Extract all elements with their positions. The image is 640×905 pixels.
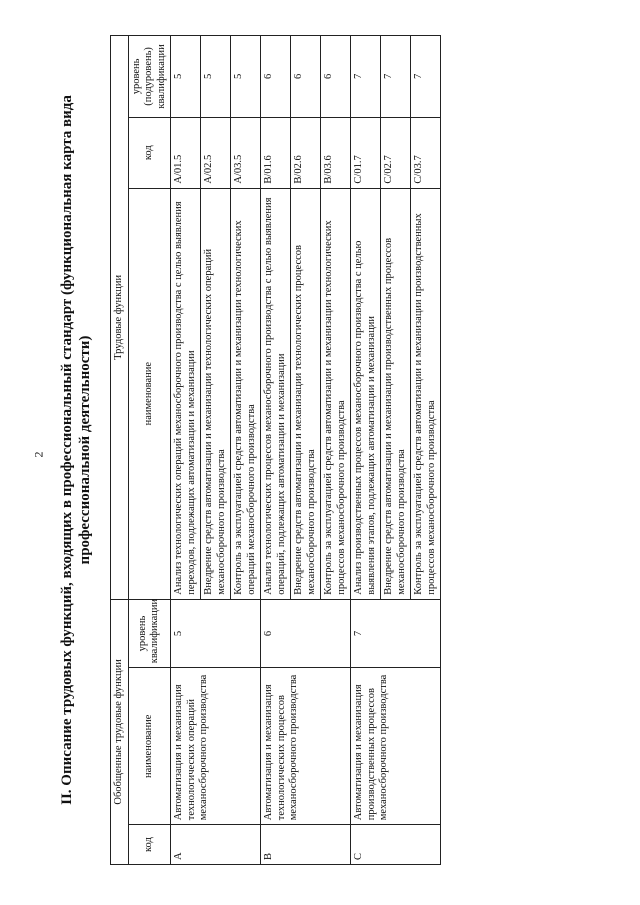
function-code: B/01.6 [261, 117, 291, 188]
group-level: 6 [261, 599, 351, 668]
header-generalized-functions: Обобщенные трудовые функции [111, 599, 129, 864]
function-code: A/03.5 [231, 117, 261, 188]
function-name: Внедрение средств автоматизации и механизации производственных процессов механосборочного производства [381, 188, 411, 599]
header-level: уровень квалификации [128, 599, 171, 668]
function-level: 7 [381, 36, 411, 118]
header-tf-code: код [128, 117, 171, 188]
group-level: 5 [171, 599, 261, 668]
group-code: C [351, 825, 441, 865]
function-code: B/02.6 [291, 117, 321, 188]
group-name: Автоматизация и механизация технологических операций механосборочного производства [171, 668, 261, 825]
function-code: C/03.7 [411, 117, 441, 188]
group-level: 7 [351, 599, 441, 668]
group-code: A [171, 825, 261, 865]
function-name: Анализ производственных процессов механосборочного производства с целью выявления этапов, подлежащих автоматизации и механизации [351, 188, 381, 599]
function-code: B/03.6 [321, 117, 351, 188]
header-labor-functions: Трудовые функции [111, 36, 129, 600]
function-name: Анализ технологических процессов механосборочного производства с целью выявления операций, подлежащих автоматизации и механизации [261, 188, 291, 599]
header-tf-name: наименование [128, 188, 171, 599]
header-tf-level: уровень (подуровень) квалификации [128, 36, 171, 118]
functional-map-table [110, 35, 441, 865]
function-level: 5 [171, 36, 201, 118]
function-name: Внедрение средств автоматизации и механизации технологических операций механосборочного производства [201, 188, 231, 599]
title-line-2: профессиональной деятельности) [77, 335, 93, 565]
page-number: 2 [31, 451, 46, 458]
function-code: C/01.7 [351, 117, 381, 188]
table-row [171, 36, 201, 865]
function-level: 5 [231, 36, 261, 118]
function-level: 7 [351, 36, 381, 118]
function-name: Контроль за эксплуатацией средств автоматизации и механизации технологических операций механосборочного производства [231, 188, 261, 599]
group-code: B [261, 825, 351, 865]
function-level: 7 [411, 36, 441, 118]
function-code: A/01.5 [171, 117, 201, 188]
group-name: Автоматизация и механизация технологических процессов механосборочного производства [261, 668, 351, 825]
rotated-page [58, 35, 618, 865]
header-code: код [128, 825, 171, 865]
table-row [351, 36, 381, 865]
function-level: 5 [201, 36, 231, 118]
header-row-columns [128, 36, 171, 865]
function-name: Внедрение средств автоматизации и механизации технологических процессов механосборочного производства [291, 188, 321, 599]
header-row-groups [111, 36, 129, 865]
function-code: A/02.5 [201, 117, 231, 188]
function-level: 6 [291, 36, 321, 118]
title-line-1: II. Описание трудовых функций, входящих в профессиональный стандарт (функциональная карта вида [59, 95, 75, 805]
header-name: наименование [128, 668, 171, 825]
function-name: Анализ технологических операций механосборочного производства с целью выявления переходов, подлежащих автоматизации и механизации [171, 188, 201, 599]
group-name: Автоматизация и механизация производственных процессов механосборочного производства [351, 668, 441, 825]
table-row [261, 36, 291, 865]
function-level: 6 [321, 36, 351, 118]
function-name: Контроль за эксплуатацией средств автоматизации и механизации производственных процессов механосборочного производства [411, 188, 441, 599]
page-title [58, 35, 94, 865]
function-level: 6 [261, 36, 291, 118]
function-name: Контроль за эксплуатацией средств автоматизации и механизации технологических процессов механосборочного производства [321, 188, 351, 599]
function-code: C/02.7 [381, 117, 411, 188]
